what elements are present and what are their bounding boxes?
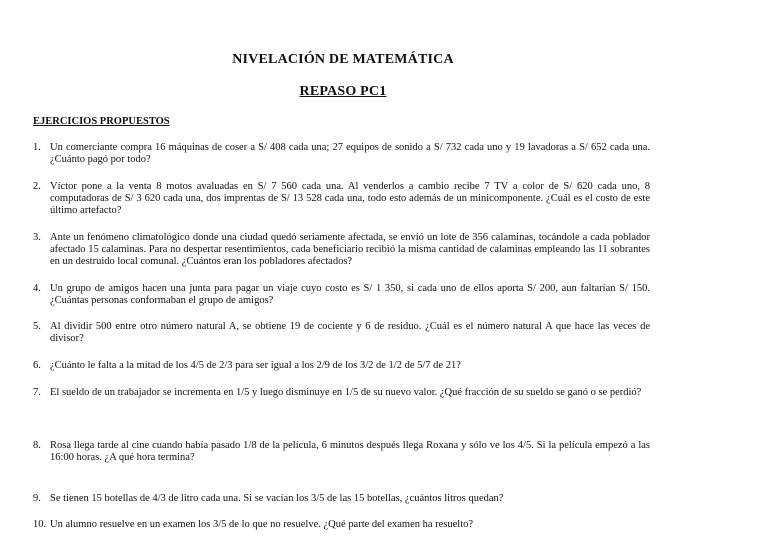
exercise-text: Rosa llega tarde al cine cuando había pasado 1/8 de la película, 6 minutos después llega Roxana y sólo ve los 4/5. Si la película empezó a las 16:00 horas. ¿A qué hora termina? [50, 440, 650, 463]
exercise-number: 9. [33, 493, 41, 504]
exercise-text: Ante un fenómeno climatológico donde una ciudad quedó seriamente afectada, se envió un lote de 356 calaminas, tocándole a cada poblador afectado 15 calaminas. Para no despertar resentimientos, cada beneficiario recibió la misma cantidad de calaminas empleando las 11 sobrantes en un destruido local comunal. ¿Cuántos eran los pobladores afectados? [50, 232, 650, 267]
exercise-number: 8. [33, 440, 41, 451]
exercise-number: 3. [33, 232, 41, 243]
exercise-number: 2. [33, 181, 41, 192]
exercise-number: 4. [33, 283, 41, 294]
exercise-item [33, 181, 650, 217]
exercise-text: El sueldo de un trabajador se incrementa en 1/5 y luego disminuye en 1/5 de su nuevo valor. ¿Qué fracción de su sueldo se ganó o se perdió? [50, 387, 642, 398]
exercise-text: Un grupo de amigos hacen una junta para pagar un viaje cuyo costo es S/ 1 350, si cada uno de ellos aporta S/ 200, aun faltarían S/ 150. ¿Cuántas personas conformaban el grupo de amigos? [50, 283, 650, 306]
exercise-item [33, 321, 650, 345]
exercise-number: 5. [33, 321, 41, 332]
exercise-item [33, 387, 650, 399]
exercise-item [33, 142, 650, 166]
exercise-item [33, 360, 650, 372]
exercise-text: ¿Cuánto le falta a la mitad de los 4/5 de 2/3 para ser igual a los 2/9 de los 3/2 de 1/2 de 5/7 de 21? [50, 360, 461, 371]
exercise-number: 6. [33, 360, 41, 371]
document-title: NIVELACIÓN DE MATEMÁTICA [232, 52, 454, 67]
document-subtitle: REPASO PC1 [299, 84, 387, 99]
exercise-text: Se tienen 15 botellas de 4/3 de litro cada una. Si se vacían los 3/5 de las 15 botellas, ¿cuántos litros quedan? [50, 493, 504, 504]
exercise-item [33, 440, 650, 464]
exercise-number: 10. [33, 519, 47, 530]
exercise-item [33, 493, 650, 505]
exercise-text: Un alumno resuelve en un examen los 3/5 de lo que no resuelve. ¿Qué parte del examen ha resuelto? [50, 519, 474, 530]
exercise-item [33, 519, 650, 531]
section-heading: EJERCICIOS PROPUESTOS [33, 116, 170, 127]
exercise-item [33, 232, 650, 268]
exercise-item [33, 283, 650, 307]
exercise-text: Víctor pone a la venta 8 motos avaluadas en S/ 7 560 cada una. Al venderlos a cambio recibe 7 TV a color de S/ 620 cada uno, 8 computadoras de S/ 3 620 cada una, dos imprentas de S/ 13 528 cada una, todo esto además de un minicomponente. ¿Cuál es el costo de este último artefacto? [50, 181, 650, 216]
exercise-text: Un comerciante compra 16 máquinas de coser a S/ 408 cada una; 27 equipos de sonido a S/ 732 cada uno y 19 lavadoras a S/ 652 cada una. ¿Cuánto pagó por todo? [50, 142, 650, 165]
exercise-text: Al dividir 500 entre otro número natural A, se obtiene 19 de cociente y 6 de residuo. ¿Cuál es el número natural A que hace las veces de divisor? [50, 321, 650, 344]
exercise-number: 1. [33, 142, 41, 153]
exercise-number: 7. [33, 387, 41, 398]
